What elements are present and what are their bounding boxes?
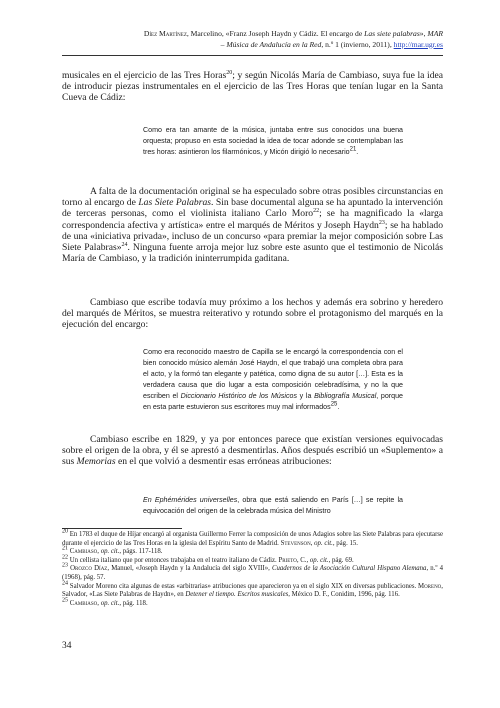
header-author: Díez Martínez <box>143 29 187 38</box>
p2-text-e: . Ninguna fuente arroja mejor luz sobre este asunto que el testimonio de Nicolás María de Cambiaso, y la tradición ininterrumpida gaditana. <box>62 242 443 265</box>
footnotes <box>62 528 444 608</box>
blockquote-2: Como era reconocido maestro de Capilla se le encargó la correspondencia con el bien conocido músico alemán José Haydn, el que trabajó una completa obra para el acto, y la formó tan elegante y patética, como digna de su autor […]. Esta es la verdadera causa que dio lugar a esta composición celebradísima, y no la que escriben el Diccionario Histórico de los Músicos y la Bibliografía Musical, porque en esta parte estuvieron sus escritores muy mal informados$^{25}$. <box>143 348 404 411</box>
fn25-italic: op. cit. <box>100 599 120 607</box>
fn23-caps: Orozco Díaz <box>70 565 108 573</box>
q2-italic-1: Diccionario Histórico de los Músicos <box>180 391 297 400</box>
page-number: 34 <box>62 641 72 651</box>
fn25-caps: Cambiaso <box>69 599 98 607</box>
running-header <box>62 29 443 50</box>
fn21-caps: Cambiaso <box>69 548 98 556</box>
footnote-24 <box>62 580 443 600</box>
footnote-ref-25[interactable]: 25 <box>330 401 338 408</box>
paragraph-3 <box>62 297 443 331</box>
p4-italic: Memorias <box>76 456 116 468</box>
fn20-num: 20 <box>62 528 68 535</box>
header-url-link[interactable]: http://mar.ugr.es <box>393 39 443 49</box>
footnote-20: $^{20}$ En 1783 el duque de Híjar encargó al organista Guillermo Ferrer la composición de unos Adagios sobre las Siete Palabras para ejecutarse durante el ejercicio de las Tres Horas en la iglesia del Espíritu Santo de Madrid. Stevenson, op. cit., pág. 15. <box>62 528 443 547</box>
paragraph-1 <box>62 70 443 104</box>
header-journal-sub: – Música de Andalucía en la Red <box>220 39 322 49</box>
p2-text-d: ; se ha hablado de una «iniciativa privada», incluso de un concurso «para premiar la mejor composición sobre Las Siete Palabras» <box>62 219 443 254</box>
q2-text-c: , porque en esta parte estuvieron sus escritores muy mal informados <box>143 391 404 411</box>
fn20-text: En 1783 el duque de Híjar encargó al organista Guillermo Ferrer la composición de unos Adagios sobre las Siete Palabras para ejecutarse durante el ejercicio de las Tres Horas en la iglesia del Espíritu Santo de Madrid. <box>62 531 443 547</box>
p1-text: musicales en el ejercicio de las Tres Horas <box>62 70 227 81</box>
fn24-num: 24 <box>62 580 68 587</box>
p3-text: Cambiaso que escribe todavía muy próximo a los hechos y además era sobrino y heredero del marqués de Méritos, se muestra reiterativo y rotundo sobre el protagonismo del marqués en la ejecución del encargo: <box>62 297 443 331</box>
fn20-caps: Stevenson <box>280 539 311 547</box>
fn25-num: 25 <box>62 597 68 604</box>
header-rule <box>62 55 443 56</box>
fn24-caps: Moreno <box>418 582 442 590</box>
p1-text-rest: ; y según Nicolás María de Cambiaso, suya fue la idea de introducir piezas instrumentales en el ejercicio de las Tres Horas que tenían lugar en la Santa Cueva de Cádiz: <box>62 70 444 104</box>
fn23-num: 23 <box>62 563 68 570</box>
fn22-num: 22 <box>62 554 68 561</box>
header-author-rest: , Marcelino, «Franz Joseph Haydn y Cádiz. El encargo de <box>186 29 365 38</box>
p2-text-a: A falta de la documentación original se ha especulado sobre otras posibles circunstancias en torno al encargo de <box>62 186 443 209</box>
footnote-rule <box>62 528 182 529</box>
paragraph-2 <box>62 186 443 264</box>
fn20-end: , pág. 15. <box>332 539 358 547</box>
fn24-text: Salvador Moreno cita algunas de estas «arbitrarias» atribuciones que aparecieron ya en el siglo XIX en diversas publicaciones. <box>68 582 419 590</box>
fn24-end: , México D. F., Conidim, 1996, pág. 116. <box>288 591 400 599</box>
fn24-italic: Detener el tiempo. Escritos musicales <box>185 591 289 599</box>
p2-text-c: ; se ha magnificado la «larga correspondencia afectiva y artística» entre el marqués de Méritos y Joseph Haydn <box>62 208 444 231</box>
header-issue: , n.º 1 (invierno, 2011), <box>321 39 394 49</box>
blockquote-3 <box>143 495 403 517</box>
blockquote-1: Como era tan amante de la música, juntaba entre sus conocidos una buena orquesta; propuso en esta sociedad la idea de tocar adonde se contemplaban las tres horas: asintieron los filarmónicos, y Micón dirigió lo necesario$^{21}$. <box>143 126 403 156</box>
p4-text: Cambiaso escribe en 1829, y ya por entonces parece que existían versiones equivocadas sobre el origen de la obra, y él se aprestó a desmentirlas. Años después escribió un «Suplemento» a sus <box>62 434 443 468</box>
fn21-num: 21 <box>62 545 68 552</box>
q2-text-b: y la <box>297 391 315 400</box>
header-sep: », <box>419 29 428 38</box>
fn22-mid: , C., <box>296 556 310 564</box>
fn21-end: , págs. 117-118. <box>119 548 163 556</box>
p2-text-b: . Sin base documental alguna se ha apuntado la intervención de terceras personas, como el violinista italiano Carlo Moro <box>62 197 443 220</box>
footnote-ref-23[interactable]: 23 <box>378 219 385 226</box>
header-journal: MAR <box>427 29 443 38</box>
footnote-23 <box>62 565 443 582</box>
q2-italic-2: Bibliografía Musical <box>314 391 377 400</box>
q1-text: Como era tan amante de la música, juntaba entre sus conocidos una buena orquesta; propuso en esta sociedad la idea de tocar adonde se contemplaban las tres horas: asintieron los filarmónicos, y Micón dirigió lo necesario <box>143 126 403 156</box>
q3-text: , obra que está saliendo en París […] se repite la equivocación del origen de la celebrada música del Ministro <box>143 496 403 515</box>
footnote-ref-22[interactable]: 22 <box>313 208 320 215</box>
p2-italic: Las Siete Palabras <box>138 197 211 209</box>
fn24-mid: , Salvador, «Las Siete Palabras de Haydn», en <box>62 582 443 599</box>
fn23-italic: Cuadernos de la Asociación Cultural Hispano Alemana <box>271 565 427 573</box>
fn25-end: , pág. 118. <box>119 599 148 607</box>
p4-text-rest: en el que volvió a desmentir esas erróneas atribuciones: <box>115 456 332 468</box>
fn23-end: , n.º 4 (1968), pág. 57. <box>62 565 444 581</box>
header-work-title: Las siete palabras <box>364 29 420 38</box>
fn23-text: , Manuel, «Joseph Haydn y la Andalucía del siglo XVIII», <box>107 565 272 573</box>
fn22-italic: op. cit. <box>309 556 329 564</box>
footnote-21: $^{21}$ Cambiaso, op. cit., págs. 117-118. <box>62 545 163 556</box>
fn20-italic: op. cit. <box>314 539 333 547</box>
q2-text-a: Como era reconocido maestro de Capilla se le encargó la correspondencia con el bien conocido músico alemán José Haydn, el que trabajó una completa obra para el acto, y la formó tan elegante y patética, como digna de su autor […]. Esta es la verdadera causa que dio lugar a esta composición celebradísima, y no la que escriben el <box>143 348 403 400</box>
fn22-text: Un cellista italiano que por entonces trabajaba en el teatro italiano de Cádiz. <box>68 556 279 564</box>
q3-italic: En Ephémérides universelles <box>143 496 238 504</box>
footnote-25: $^{25}$ Cambiaso, op. cit., pág. 118. <box>62 597 148 607</box>
fn22-end: , pág. 69. <box>328 556 354 564</box>
paragraph-4 <box>62 434 443 468</box>
footnote-ref-24[interactable]: 24 <box>121 241 128 248</box>
footnote-ref-21[interactable]: 21 <box>349 146 357 153</box>
footnote-ref-20[interactable]: 20 <box>226 69 233 76</box>
fn22-caps: Prieto <box>278 556 297 564</box>
fn21-italic: op. cit. <box>100 548 120 556</box>
